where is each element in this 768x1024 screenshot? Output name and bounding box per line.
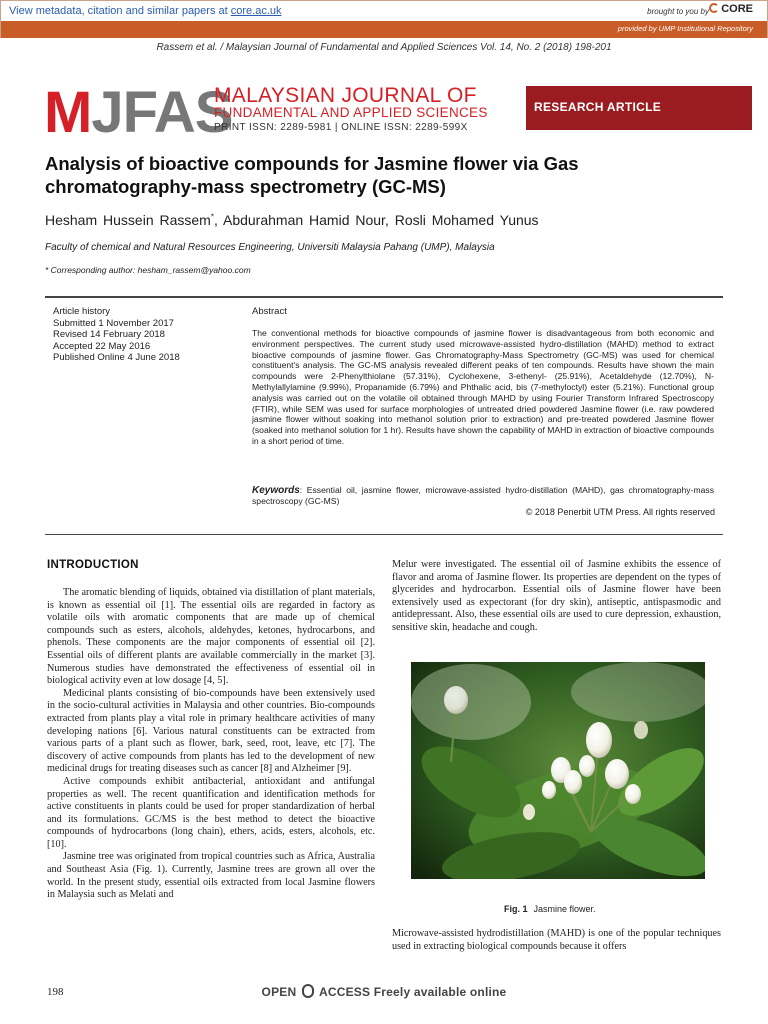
corresponding-author: * Corresponding author: hesham_rassem@yahoo.com — [45, 265, 251, 275]
author-list: Hesham Hussein Rassem*, Abdurahman Hamid Nour, Rosli Mohamed Yunus — [45, 212, 539, 228]
core-ring-icon — [709, 3, 719, 13]
right-column-top — [392, 559, 721, 635]
keywords: Keywords: Essential oil, jasmine flower, microwave-assisted hydro-distillation (MAHD), gas chromatography-mass spectroscopy (GC-MS) — [252, 485, 714, 506]
core-metadata-link[interactable]: View metadata, citation and similar papers at core.ac.uk — [9, 5, 282, 17]
history-accepted: Accepted 22 May 2016 — [53, 340, 151, 352]
provided-by-text: provided by UMP Institutional Repository — [617, 24, 753, 33]
abstract-text: The conventional methods for bioactive compounds of jasmine flower is disadvantageous from both economic and environment perspectives. The current study used microwave-assisted hydro-distillation (MAHD) method to extract bioactive compounds of jasmine flower. Gas Chromatography-Mass Spectrometry (GC-MS) was used for chemical constituent's analysis. The GC-MS analysis revealed different peaks of ten compounds. Results have shown the main compounds were 2-Phenylthiolane (57.31%), Cyclohexene, 3-ethenyl- (25.91%), Acetaldehyde (12.70%), N-Methylallylamine (9.99%), Propanamide (6.79%) and Phthalic acid, bis (7-methyloctyl) ester (5.21%). Functional group analysis was carried out on the volatile oil obtained through MAHD by using Fourier Transform Infrared Spectroscopy (FTIR), while SEM was used for surface morphologies of untreated dried powdered Jasmine flower (i.e. raw powdered jasmine flower without soaking into methanol solution prior to extraction) and pre-treated powdered Jasmine flower (soaked into methanol solution for 1 hr). Results have shown the capability of MAHD in extraction of bioactive compounds in a short period of time. — [252, 328, 714, 446]
paragraph: Medicinal plants consisting of bio-compounds have been extensively used in the socio-cultural activities in Malaysia and other countries. Bio-compounds extracted from plants play a vital role in primary healthcare activities of many developing nations [6]. Various natural constituents can be extracted from various parts of a plant such as flower, bark, seed, root, leave, etc [7]. The discovery of active compounds from plants has led to the development of new medicinal drugs for treating diseases such as cancer [8] and Alzheimer [9]. — [47, 687, 375, 775]
jasmine-photo-illustration — [411, 662, 705, 879]
open-access-lock-icon — [302, 984, 314, 998]
brought-to-you-text: brought to you by — [647, 7, 709, 16]
article-history — [53, 306, 180, 364]
journal-name-line1: MALAYSIAN JOURNAL OF — [214, 84, 477, 107]
history-published: Published Online 4 June 2018 — [53, 352, 180, 363]
left-column — [47, 587, 375, 902]
paragraph: Jasmine tree was originated from tropical countries such as Africa, Australia and Southeast Asia (Fig. 1). Currently, Jasmine trees are grown all over the world. In the present study, essential oils extracted from local Jasmine flowers in Malaysia such as Melati and — [47, 851, 375, 901]
paragraph: The aromatic blending of liquids, obtained via distillation of plant materials, is known as essential oil [1]. The essential oils are regarded in factory as volatile oils with aromatic components that are made up of chemical compounds such as esters, alcohols, aldehydes, ketones, hydrocarbons, and phenols. These components are the major components of essential oil [2]. Essential oils of different plants are available commercially in the market [3]. Numerous studies have demonstrated the effectiveness of essential oil in biological activity even at low dosage [4, 5]. — [47, 587, 375, 687]
page-number: 198 — [47, 986, 64, 998]
history-submitted: Submitted 1 November 2017 — [53, 317, 174, 329]
right-column-bottom — [392, 928, 721, 953]
jasmine-flower-photo — [411, 662, 705, 879]
figure-caption: Fig. 1 Jasmine flower. — [504, 904, 596, 914]
open-access-footer: OPEN ACCESS Freely available online — [261, 985, 507, 999]
core-banner — [0, 0, 768, 38]
divider-bottom — [45, 534, 723, 535]
abstract-heading: Abstract — [252, 306, 287, 317]
history-revised: Revised 14 February 2018 — [53, 329, 165, 340]
copyright-notice: © 2018 Penerbit UTM Press. All rights reserved — [525, 507, 715, 517]
article-title: Analysis of bioactive compounds for Jasmine flower via Gas chromatography-mass spectrometry (GC-MS) — [45, 153, 579, 197]
core-logo[interactable]: CORE — [709, 3, 753, 15]
mjfas-logo: MJFAS — [44, 80, 233, 145]
paragraph: Melur were investigated. The essential oil of Jasmine exhibits the essence of flavor and aroma of Jasmine flower. Its properties are dependent on the types of glycerides and hydrocarbon. Essential oils of Jasmine flower have been extensively used as expectorant (for dry skin), antiseptic, antispasmodic and antidepressant. Also, these essential oils are used to cure depression, exhaustion, sensitive skin, headache and cough. — [392, 559, 721, 633]
introduction-heading: INTRODUCTION — [47, 559, 139, 571]
divider-top — [45, 296, 723, 298]
journal-name-line2: FUNDAMENTAL AND APPLIED SCIENCES — [214, 105, 488, 120]
article-type-badge: RESEARCH ARTICLE — [526, 86, 752, 130]
affiliation: Faculty of chemical and Natural Resources Engineering, Universiti Malaysia Pahang (UMP), Malaysia — [45, 242, 495, 253]
paragraph: Microwave-assisted hydrodistillation (MAHD) is one of the popular techniques used in extracting biological compounds because it offers — [392, 928, 721, 952]
history-heading: Article history — [53, 306, 111, 317]
issn-line: PRINT ISSN: 2289-5981 | ONLINE ISSN: 2289-599X — [214, 122, 468, 133]
paragraph: Active compounds exhibit antibacterial, antioxidant and antifungal properties as well. The recent quantification and identification methods for active constituents in plants could be used for proper standardization of herbal and its formulations. GC/MS is the best method to detect the bioactive compounds of hydrocarbons (long chain), ethers, acids, esters, alcohols, etc. [10]. — [47, 775, 375, 850]
citation-line: Rassem et al. / Malaysian Journal of Fundamental and Applied Sciences Vol. 14, No. 2 (2018) 198-201 — [156, 42, 612, 53]
